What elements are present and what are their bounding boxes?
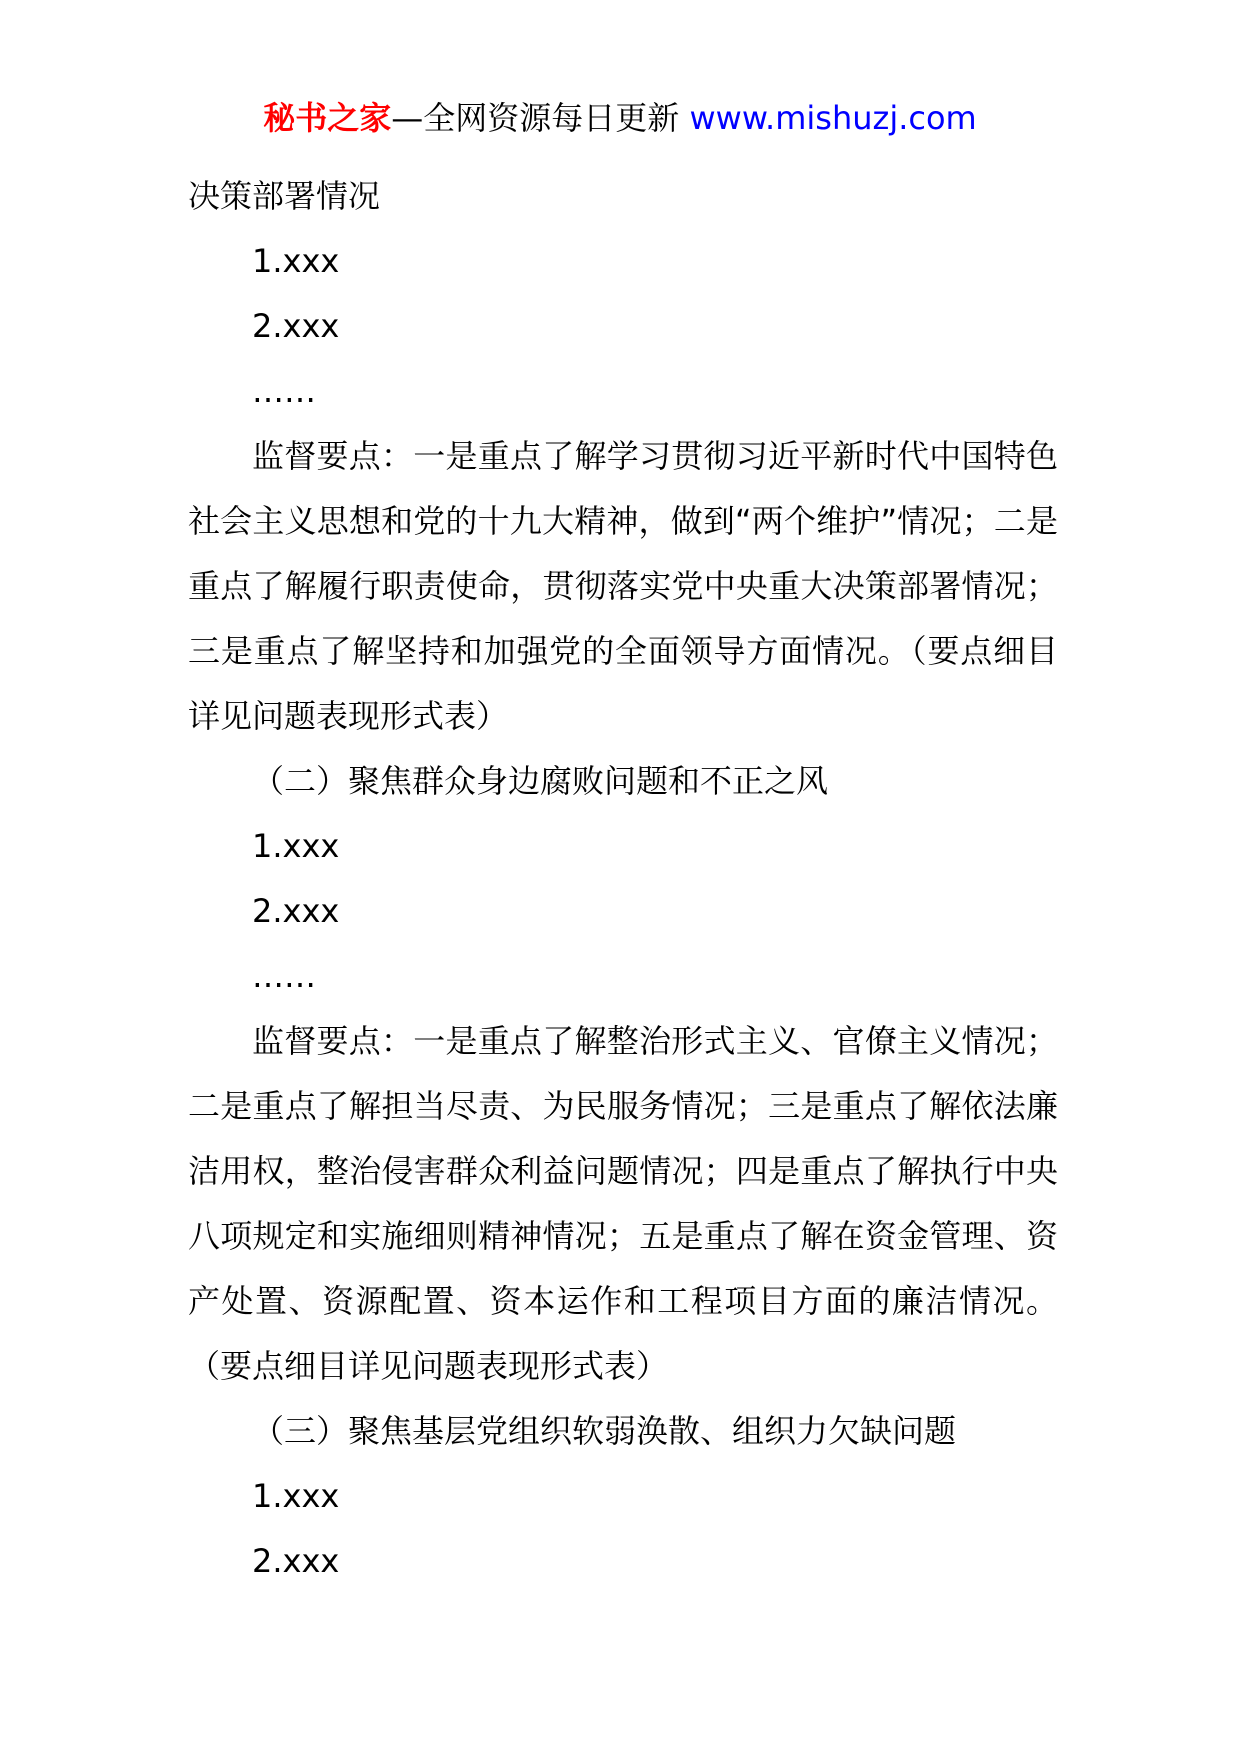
list-item: 1.xxx xyxy=(252,1477,340,1515)
supervision-points: 监督要点：一是重点了解整治形式主义、官僚主义情况；二是重点了解担当尽责、为民服务情况；三是重点了解依法廉洁用权，整治侵害群众利益问题情况；四是重点了解执行中央八项规定和实施细则精神情况；五是重点了解在资金管理、资产处置、资源配置、资本运作和工程项目方面的廉洁情况。（要点细目详见问题表现形式表） xyxy=(188,1022,1058,1385)
ellipsis: …… xyxy=(252,957,316,995)
supervision-points: 监督要点：一是重点了解学习贯彻习近平新时代中国特色社会主义思想和党的十九大精神，做到“两个维护”情况；二是重点了解履行职责使命，贯彻落实党中央重大决策部署情况；三是重点了解坚持和加强党的全面领导方面情况。（要点细目详见问题表现形式表） xyxy=(188,437,1058,735)
list-item: 2.xxx xyxy=(252,892,340,930)
list-item: 1.xxx xyxy=(252,827,340,865)
list-item: 2.xxx xyxy=(252,307,340,345)
brand-name: 秘书之家 xyxy=(263,99,392,137)
header-slogan: —全网资源每日更新 xyxy=(391,99,690,137)
page-header xyxy=(0,96,1240,140)
section-heading: （三）聚焦基层党组织软弱涣散、组织力欠缺问题 xyxy=(252,1412,957,1450)
list-item: 1.xxx xyxy=(252,242,340,280)
document-body xyxy=(188,164,1058,1594)
list-item: 2.xxx xyxy=(252,1542,340,1580)
section-heading: （二）聚焦群众身边腐败问题和不正之风 xyxy=(252,762,829,800)
ellipsis: …… xyxy=(252,372,316,410)
paragraph: 决策部署情况 xyxy=(188,177,381,215)
header-url[interactable]: www.mishuzj.com xyxy=(689,99,977,137)
